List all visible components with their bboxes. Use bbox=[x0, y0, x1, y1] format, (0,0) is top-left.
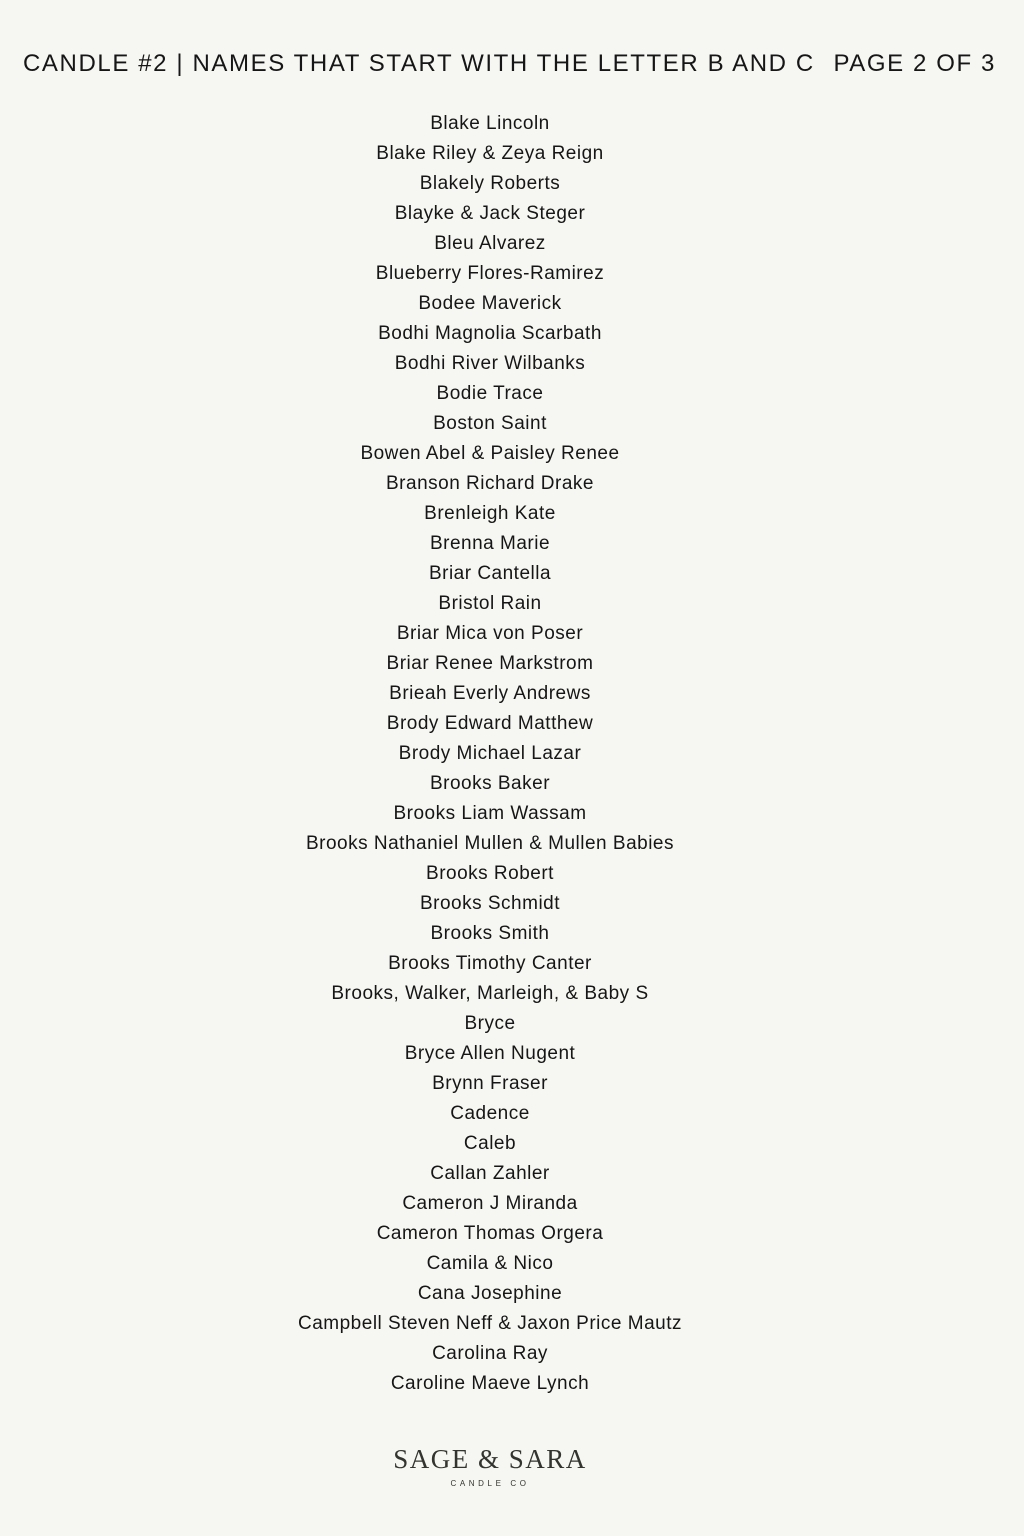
list-item: Bodie Trace bbox=[436, 383, 544, 404]
list-item: Caleb bbox=[463, 1133, 517, 1154]
list-item: Branson Richard Drake bbox=[386, 473, 594, 494]
list-item: Bodee Maverick bbox=[418, 293, 562, 314]
list-item: Brooks Smith bbox=[430, 923, 550, 944]
list-item: Cameron Thomas Orgera bbox=[376, 1223, 604, 1244]
list-item: Blueberry Flores-Ramirez bbox=[375, 263, 605, 284]
list-item: Brooks Robert bbox=[426, 863, 554, 884]
list-item: Blakely Roberts bbox=[419, 173, 561, 194]
list-item: Brooks Timothy Canter bbox=[388, 953, 592, 974]
page-indicator: PAGE 2 OF 3 bbox=[833, 50, 996, 77]
list-item: Brieah Everly Andrews bbox=[389, 683, 591, 704]
names-list bbox=[0, 109, 980, 1399]
list-item: Briar Cantella bbox=[428, 563, 552, 584]
brand-name: SAGE & SARA bbox=[393, 1444, 587, 1474]
list-item: Brooks Baker bbox=[429, 773, 551, 794]
brand-logo bbox=[0, 1440, 980, 1490]
list-item: Brynn Fraser bbox=[432, 1073, 548, 1094]
list-item: Bleu Alvarez bbox=[434, 233, 546, 254]
list-item: Callan Zahler bbox=[430, 1163, 550, 1184]
page-header bbox=[0, 48, 1024, 82]
list-item: Briar Mica von Poser bbox=[396, 623, 584, 644]
list-item: Brooks Nathaniel Mullen & Mullen Babies bbox=[305, 833, 674, 854]
list-item: Brooks Schmidt bbox=[419, 893, 561, 914]
list-item: Brooks, Walker, Marleigh, & Baby S bbox=[331, 983, 649, 1004]
brand-tagline: CANDLE CO bbox=[450, 1479, 530, 1488]
list-item: Boston Saint bbox=[433, 413, 547, 434]
list-item: Cadence bbox=[450, 1103, 530, 1124]
list-item: Blayke & Jack Steger bbox=[394, 203, 586, 224]
list-item: Blake Lincoln bbox=[430, 113, 550, 134]
list-item: Brody Edward Matthew bbox=[386, 713, 594, 734]
list-item: Brenleigh Kate bbox=[424, 503, 556, 524]
list-item: Bryce Allen Nugent bbox=[404, 1043, 576, 1064]
list-item: Brooks Liam Wassam bbox=[393, 803, 587, 824]
list-item: Blake Riley & Zeya Reign bbox=[376, 143, 604, 164]
list-item: Cana Josephine bbox=[417, 1283, 563, 1304]
list-item: Bryce bbox=[464, 1013, 516, 1034]
list-item: Bodhi Magnolia Scarbath bbox=[378, 323, 602, 344]
list-item: Brenna Marie bbox=[429, 533, 551, 554]
list-item: Bristol Rain bbox=[438, 593, 542, 614]
list-item: Brody Michael Lazar bbox=[398, 743, 582, 764]
page-title: CANDLE #2 | NAMES THAT START WITH THE LETTER B AND C bbox=[23, 50, 815, 77]
list-item: Cameron J Miranda bbox=[402, 1193, 578, 1214]
list-item: Bodhi River Wilbanks bbox=[394, 353, 586, 374]
list-item: Bowen Abel & Paisley Renee bbox=[360, 443, 620, 464]
list-item: Camila & Nico bbox=[426, 1253, 554, 1274]
list-item: Campbell Steven Neff & Jaxon Price Mautz bbox=[298, 1313, 682, 1334]
list-item: Carolina Ray bbox=[432, 1343, 548, 1364]
list-item: Caroline Maeve Lynch bbox=[390, 1373, 590, 1394]
list-item: Briar Renee Markstrom bbox=[386, 653, 594, 674]
